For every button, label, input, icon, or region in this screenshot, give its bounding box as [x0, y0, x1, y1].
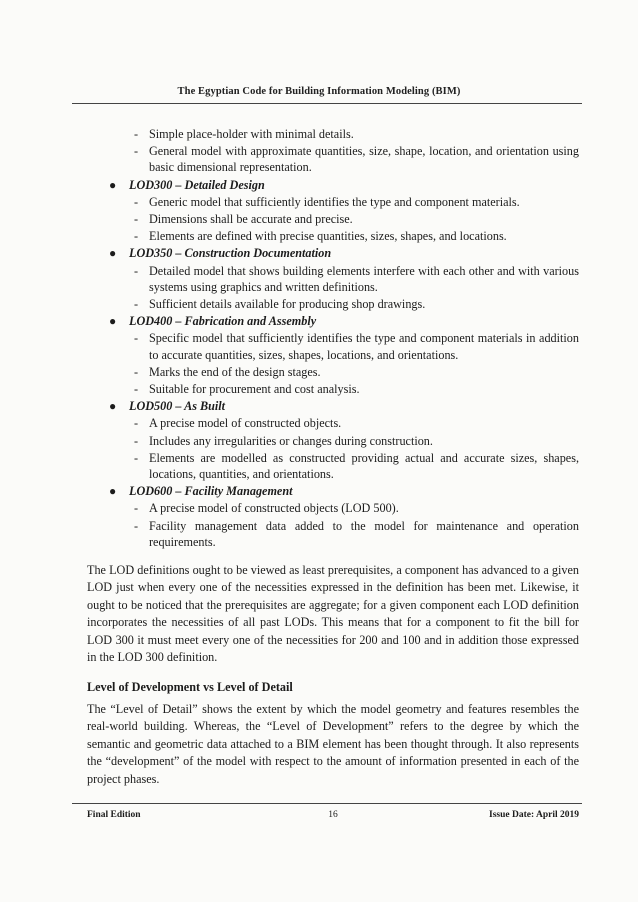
lod-item-text: A precise model of constructed objects. [149, 416, 342, 431]
lod-item-text: Suitable for procurement and cost analysis. [149, 382, 360, 397]
running-header: The Egyptian Code for Building Information Modeling (BIM) [177, 86, 461, 97]
body-paragraph: The “Level of Detail” shows the extent by which the model geometry and features resembles the real-world building. Whereas, the “Level of Development” refers to the degree by which the semantic and geometric data attached to a BIM element has been thought through. It also represents the “development” of the model with respect to the amount of information presented in each of the project phases. [87, 701, 579, 786]
page-number: 16 [328, 810, 338, 820]
lod-item [87, 330, 579, 362]
footer-edition: Final Edition [87, 810, 141, 820]
lod-item-text: Includes any irregularities or changes during construction. [149, 433, 433, 448]
intro-item [87, 143, 579, 175]
footer-issue-date: Issue Date: April 2019 [489, 810, 579, 820]
lod-item-text: Specific model that sufficiently identifies the type and component materials in addition to accurate quantities, sizes, shapes, locations, and orientations. [149, 331, 579, 362]
dash-marker: - [134, 416, 139, 431]
dash-marker: - [134, 127, 139, 141]
lod-item-text: Elements are modelled as constructed providing actual and accurate sizes, shapes, locations, quantities, and orientations. [149, 450, 579, 482]
lod-title: LOD500 – As Built [129, 399, 226, 414]
intro-item-text: General model with approximate quantities, size, shape, location, and orientation using basic dimensional representation. [149, 144, 579, 175]
dash-marker: - [134, 331, 139, 346]
lod-item [87, 296, 579, 312]
dash-marker: - [134, 263, 139, 278]
lod-item-text: Detailed model that shows building elements interfere with each other and with various systems using graphics and written definitions. [149, 263, 579, 294]
bullet-icon: ● [109, 314, 117, 329]
section-subheading: Level of Development vs Level of Detail [87, 679, 293, 694]
lod-item-text: Elements are defined with precise quantities, sizes, shapes, and locations. [149, 229, 507, 244]
lod-item-text: A precise model of constructed objects (LOD 500). [149, 501, 399, 516]
lod-heading [87, 313, 579, 329]
lod-item [87, 433, 579, 449]
lod-item [87, 381, 579, 397]
lod-item [87, 228, 579, 244]
bullet-icon: ● [109, 177, 117, 192]
dash-marker: - [134, 194, 139, 209]
lod-item [87, 500, 579, 516]
header-rule [72, 103, 582, 104]
dash-marker: - [134, 518, 139, 533]
lod-item [87, 194, 579, 210]
dash-marker: - [134, 212, 139, 227]
lod-heading [87, 398, 579, 414]
lod-item [87, 263, 579, 295]
lod-item [87, 364, 579, 380]
lod-title: LOD400 – Fabrication and Assembly [129, 314, 317, 329]
page-body [87, 126, 579, 800]
dash-marker: - [134, 450, 139, 465]
lod-title: LOD600 – Facility Management [129, 484, 293, 499]
intro-item-text: Simple place-holder with minimal details. [149, 127, 354, 141]
dash-marker: - [134, 364, 139, 379]
lod-heading [87, 245, 579, 261]
lod-title: LOD350 – Construction Documentation [129, 246, 332, 261]
lod-item [87, 415, 579, 431]
lod-title: LOD300 – Detailed Design [129, 177, 265, 192]
lod-item [87, 450, 579, 482]
body-paragraph: The LOD definitions ought to be viewed as least prerequisites, a component has advanced to a given LOD just when every one of the necessities expressed in the definition has been met. Likewise, it ought to be noticed that the prerequisites are aggregate; for a given component each LOD definition incorporates the necessities of all past LODs. This means that for a component to fit the bill for LOD 300 it must meet every one of the necessities for 200 and 100 and in addition those expressed in the LOD 300 definition. [87, 563, 579, 665]
dash-marker: - [134, 144, 139, 159]
lod-item-text: Sufficient details available for producing shop drawings. [149, 297, 426, 312]
dash-marker: - [134, 433, 139, 448]
lod-heading [87, 483, 579, 499]
dash-marker: - [134, 382, 139, 397]
dash-marker: - [134, 501, 139, 516]
bullet-icon: ● [109, 484, 117, 499]
lod-item [87, 518, 579, 550]
dash-marker: - [134, 297, 139, 312]
lod-item-text: Facility management data added to the model for maintenance and operation requirements. [149, 518, 579, 549]
intro-item [87, 126, 579, 142]
lod-item-text: Marks the end of the design stages. [149, 364, 321, 379]
lod-item [87, 211, 579, 227]
bullet-icon: ● [109, 246, 117, 261]
lod-item-text: Dimensions shall be accurate and precise. [149, 212, 353, 227]
lod-heading [87, 177, 579, 193]
lod-item-text: Generic model that sufficiently identifies the type and component materials. [149, 194, 520, 209]
dash-marker: - [134, 229, 139, 244]
bullet-icon: ● [109, 399, 117, 414]
footer-rule [72, 803, 582, 804]
